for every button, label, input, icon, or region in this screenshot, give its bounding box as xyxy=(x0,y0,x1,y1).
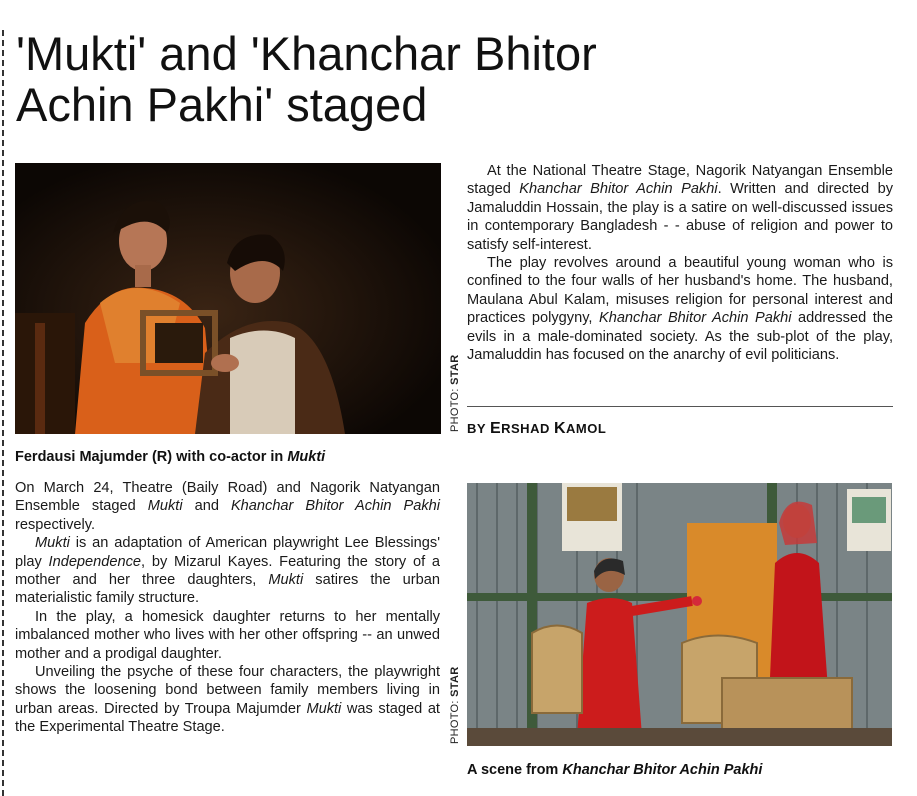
paragraph: At the National Theatre Stage, Nagorik Natyangan Ensemble staged Khanchar Bhitor Achin Pakhi. Written and directed by Jamaluddin Hossain, the play is a satire on well-discussed issues in contemporary Bangladesh - - abuse of religion and power to satisfy self-interest. xyxy=(467,163,893,253)
article-column-left xyxy=(15,479,440,737)
paragraph: On March 24, Theatre (Baily Road) and Nagorik Natyangan Ensemble staged Mukti and Khanchar Bhitor Achin Pakhi respectively. xyxy=(15,480,440,533)
photo-credit-mukti: PHOTO: STAR xyxy=(449,354,461,432)
headline-line-2: Achin Pakhi' staged xyxy=(16,78,428,131)
headline xyxy=(16,28,716,130)
byline-divider xyxy=(467,406,893,407)
byline: BY ERSHAD KAMOL xyxy=(467,420,607,437)
column-divider-dashed xyxy=(2,30,4,796)
caption-mukti: Ferdausi Majumder (R) with co-actor in Mukti xyxy=(15,449,326,465)
photo-credit-scene: PHOTO: STAR xyxy=(449,666,461,744)
headline-line-1: 'Mukti' and 'Khanchar Bhitor xyxy=(16,27,597,80)
paragraph: The play revolves around a beautiful young woman who is confined to the four walls of her husband's home. The husband, Maulana Abul Kalam, misuses religion for personal interest and practices polygyny, Khanchar Bhitor Achin Pakhi addressed the evils in a male-dominated society. As the sub-plot of the play, Jamaluddin has focused on the anarchy of evil politicians. xyxy=(467,255,893,364)
caption-scene: A scene from Khanchar Bhitor Achin Pakhi xyxy=(467,762,763,778)
photo-khanchar-scene xyxy=(467,483,892,746)
photo-mukti xyxy=(15,163,441,434)
paragraph: Unveiling the psyche of these four characters, the playwright shows the loosening bond between family members living in urban areas. Directed by Troupa Majumder Mukti was staged at the Experimental Theatre Stage. xyxy=(15,664,440,736)
article-column-right xyxy=(467,162,893,364)
paragraph: Mukti is an adaptation of American playwright Lee Blessings' play Independence, by Mizarul Kayes. Featuring the story of a mother and her three daughters, Mukti satires the urban materialistic family structure. xyxy=(15,535,441,607)
paragraph: In the play, a homesick daughter returns to her mentally imbalanced mother who lives with her other offspring -- an unwed mother and a prodigal daughter. xyxy=(15,608,440,662)
